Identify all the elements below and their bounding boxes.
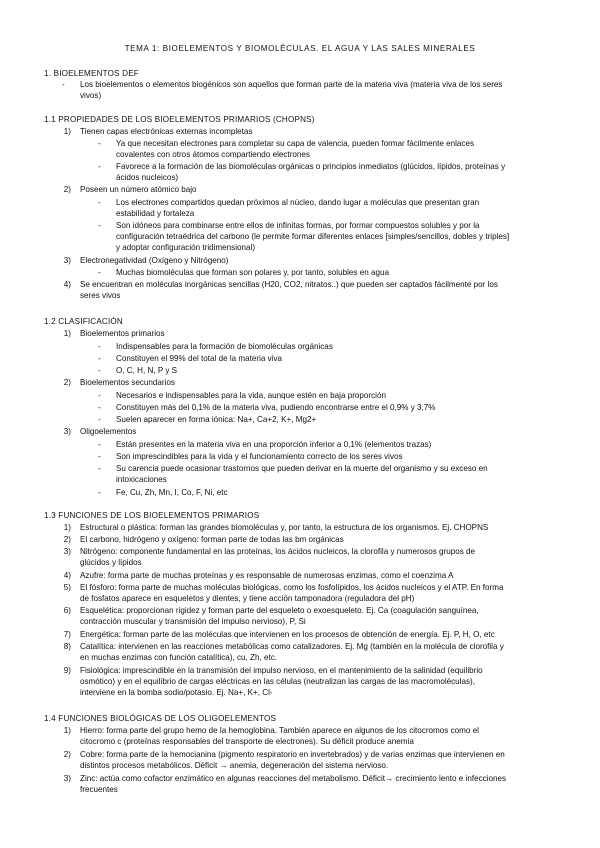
list-number: 5) [63, 583, 71, 592]
list-number: 8) [63, 642, 71, 651]
list-number: 3) [63, 427, 71, 436]
sub-item: configuración tetraédrica del carbono (le permite formar diferentes enlaces [simples/sencillos, dobles y triples] [116, 232, 510, 241]
bullet-line: Los bioelementos o elementos biogénicos son aquellos que forman parte de la materia viva (materia viva de los seres [80, 80, 503, 89]
list-item: en muchas enzimas con función catalítica), cu, Zh, etc. [80, 653, 278, 662]
list-number: 9) [63, 666, 71, 675]
dash-bullet: - [98, 268, 101, 277]
list-item: de fosfatos aparece en esqueletos y dientes, y tiene acción tamponadora (reguladora del pH) [80, 594, 415, 603]
sub-item: ácidos nucleicos) [116, 173, 179, 182]
list-item: Oligoelementos [80, 427, 137, 436]
dash-bullet: - [98, 452, 101, 461]
section-heading-1-4: 1.4 FUNCIONES BIOLÓGICAS DE LOS OLIGOELEMENTOS [44, 714, 277, 723]
sub-item: Suelen aparecer en forma iónica: Na+, Ca+2, K+, Mg2+ [116, 415, 317, 424]
list-item: Zinc: actúa como cofactor enzimático en algunas reacciones del metabolismo. Déficit→ crecimiento lento e infecciones [80, 774, 507, 783]
list-item: Estructural o plástica: forman las grandes biomoléculas y, por tanto, la estructura de los organismos. Ej. CHOPNS [80, 523, 489, 532]
dash-bullet: - [98, 391, 101, 400]
list-number: 7) [63, 630, 71, 639]
dash-bullet: - [62, 80, 65, 89]
sub-item: Son idóneos para combinarse entre ellos de infinitas formas, por formar compuestos solubles y por la [116, 221, 480, 230]
list-number: 4) [63, 571, 71, 580]
list-number: 2) [63, 378, 71, 387]
list-item: Electronegatividad (Oxígeno y Nitrógeno) [80, 256, 229, 265]
list-number: 3) [63, 547, 71, 556]
list-number: 1) [63, 523, 71, 532]
list-item: frecuentes [80, 785, 118, 794]
list-number: 2) [63, 185, 71, 194]
list-item: Poseen un número atómico bajo [80, 185, 197, 194]
list-item: Fisiológica: imprescindible en la transmisión del impulso nervioso, en el mantenimiento de la salinidad (equilibrio [80, 666, 483, 675]
section-heading-1: 1. BIOELEMENTOS DEF [44, 69, 139, 78]
dash-bullet: - [98, 198, 101, 207]
sub-item: Necesarios e indispensables para la vida, aunque estén en baja proporción [116, 391, 386, 400]
list-item: glúcidos y lípidos [80, 558, 142, 567]
list-number: 1) [63, 127, 71, 136]
sub-item: covalentes con otros átomos compartiendo electrones [116, 150, 310, 159]
dash-bullet: - [98, 464, 101, 473]
dash-bullet: - [98, 403, 101, 412]
list-number: 4) [63, 280, 71, 289]
list-item: Azufre: forma parte de muchas proteínas y es responsable de numerosas enzimas, como el coenzima A [80, 571, 454, 580]
sub-item: y adoptar configuración tridimensional) [116, 243, 256, 252]
dash-bullet: - [98, 139, 101, 148]
sub-item: Fe, Cu, Zh, Mn, I, Co, F, Ni, etc [116, 488, 228, 497]
list-item: Bioelementos secundarios [80, 378, 175, 387]
dash-bullet: - [98, 221, 101, 230]
list-item: citocromo c (proteínas responsables del transporte de electrones). Su déficit produce anemia [80, 737, 414, 746]
section-heading-1-2: 1.2 CLASIFICACIÓN [44, 317, 123, 326]
list-item: Tienen capas electrónicas externas incompletas [80, 127, 253, 136]
sub-item: Los electrones compartidos quedan próximos al núcleo, dando lugar a moléculas que presentan gran [116, 198, 480, 207]
document-title: TEMA 1: BIOELEMENTOS Y BIOMOLÉCULAS. EL AGUA Y LAS SALES MINERALES [124, 44, 476, 53]
dash-bullet: - [98, 354, 101, 363]
list-number: 1) [63, 726, 71, 735]
list-number: 6) [63, 606, 71, 615]
sub-item: Están presentes en la materia viva en una proporción inferior a 0,1% (elementos trazas) [116, 440, 432, 449]
list-item: interviene en la bomba sodio/potasio. Ej. Na+, K+, Cl- [80, 688, 273, 697]
sub-item: Indispensables para la formación de biomoléculas orgánicas [116, 342, 333, 351]
list-number: 3) [63, 256, 71, 265]
list-item: Esquelética: proporcionan rigidez y forman parte del esqueleto o exoesqueleto. Ej. Ca (coagulación sanguínea, [80, 606, 479, 615]
list-item: Nitrógeno: componente fundamental en las proteínas, los ácidos nucleicos, la clorofila y numerosos grupos de [80, 547, 476, 556]
list-item: osmótico) y en el equilibrio de cargas eléctricas en las células (neutralizan las cargas de las macromoléculas), [80, 677, 475, 686]
section-heading-1-1: 1.1 PROPIEDADES DE LOS BIOELEMENTOS PRIMARIOS (CHOPNS) [44, 115, 315, 124]
dash-bullet: - [98, 440, 101, 449]
sub-item: estabilidad y fortaleza [116, 209, 195, 218]
dash-bullet: - [98, 162, 101, 171]
list-item: contracción muscular y transmisión del impulso nervioso), P, Si [80, 617, 306, 626]
dash-bullet: - [98, 342, 101, 351]
sub-item: Su carencia puede ocasionar trastornos que pueden derivar en la muerte del organismo y su exceso en [116, 464, 488, 473]
list-number: 3) [63, 774, 71, 783]
sub-item: O, C, H, N, P y S [116, 366, 178, 375]
sub-item: Muchas biomoléculas que forman son polares y, por tanto, solubles en agua [116, 268, 389, 277]
list-item: El fósforo: forma parte de muchas moléculas biológicas, como los fosfolípidos, los ácidos nucleicos y el ATP. En forma [80, 583, 504, 592]
list-number: 2) [63, 750, 71, 759]
list-item: Hierro: forma parte del grupo hemo de la hemoglobina. También aparece en algunos de los citocromos como el [80, 726, 479, 735]
bullet-line: vivos) [80, 91, 102, 100]
dash-bullet: - [98, 415, 101, 424]
list-item: Bioelementos primarios [80, 329, 165, 338]
list-number: 2) [63, 535, 71, 544]
dash-bullet: - [98, 366, 101, 375]
sub-item: Son imprescindibles para la vida y el funcionamiento correcto de los seres vivos [116, 452, 403, 461]
list-item: Energética: forman parte de las moléculas que intervienen en los procesos de obtención de energía. Ej. P, H, O, etc [80, 630, 495, 639]
sub-item: intoxicaciones [116, 475, 167, 484]
sub-item: Favorece a la formación de las biomoléculas orgánicas o principios inmediatos (glúcidos, lípidos, proteínas y [116, 162, 506, 171]
list-item: Catalítica: intervienen en las reacciones metabólicas como catalizadores. Ej. Mg (también en la molécula de clorofila y [80, 642, 504, 651]
list-item: Se encuentran en moléculas inorgánicas sencillas (H20, CO2, nitratos..) que pueden ser captados fácilmente por los [80, 280, 498, 289]
list-item: El carbono, hidrógeno y oxígeno: forman parte de todas las bm orgánicas [80, 535, 344, 544]
list-item: Cobre: forma parte de la hemocianina (pigmento respiratorio en invertebrados) y de varias enzimas que intervienen en [80, 750, 505, 759]
sub-item: Constituyen más del 0,1% de la materia viva, pudiendo encontrarse entre el 0,9% y 3,7% [116, 403, 436, 412]
list-item: distintos procesos metabólicos. Déficit → anemia, degeneración del sistema nervioso. [80, 761, 389, 770]
sub-item: Ya que necesitan electrones para completar su capa de valencia, pueden formar fácilmente enlaces [116, 139, 474, 148]
list-number: 1) [63, 329, 71, 338]
dash-bullet: - [98, 488, 101, 497]
list-item: seres vivos [80, 291, 121, 300]
section-heading-1-3: 1.3 FUNCIONES DE LOS BIOELEMENTOS PRIMARIOS [44, 511, 260, 520]
sub-item: Constituyen el 99% del total de la materia viva [116, 354, 283, 363]
